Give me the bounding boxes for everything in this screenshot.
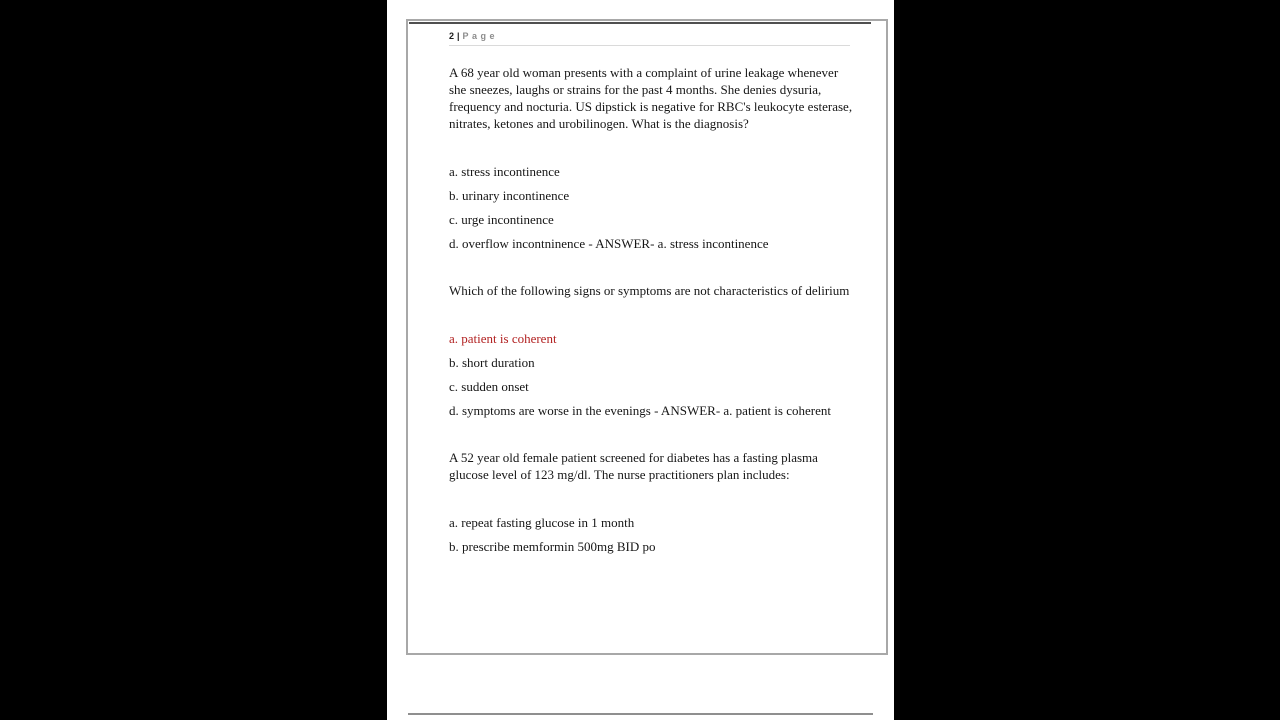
question-block-1 [449,64,858,252]
page-content [408,21,886,653]
page-header [449,28,858,41]
options-list [449,330,858,419]
answer-option: c. sudden onset [449,379,529,394]
question-stem: Which of the following signs or symptoms are not characteristics of delirium [449,283,850,298]
answer-option: d. symptoms are worse in the evenings - ANSWER- a. patient is coherent [449,403,831,418]
answer-option-highlighted: a. patient is coherent [449,331,557,346]
page-number: 2 [449,31,455,41]
options-list [449,514,858,555]
question-block-2 [449,282,858,419]
header-divider: | [457,31,460,41]
question-stem: A 52 year old female patient screened for diabetes has a fasting plasma glucose level of 123 mg/dl. The nurse practitioners plan includes: [449,450,818,482]
letterbox-left [0,0,387,720]
answer-option: c. urge incontinence [449,212,554,227]
header-divider-line [449,45,850,46]
question-block-3 [449,449,858,555]
options-list [449,163,858,252]
answer-option: b. prescribe memformin 500mg BID po [449,539,656,554]
letterbox-right [894,0,1280,720]
answer-option: b. urinary incontinence [449,188,570,203]
answer-option: a. repeat fasting glucose in 1 month [449,515,635,530]
document-page [406,19,888,655]
answer-option: a. stress incontinence [449,164,560,179]
page-header-label: Page [462,31,499,41]
question-stem: A 68 year old woman presents with a complaint of urine leakage whenever she sneezes, laughs or strains for the past 4 months. She denies dysuria, frequency and nocturia. US dipstick is negative for RBC's leukocyte esterase, nitrates, ketones and urobilinogen. What is the diagnosis? [449,65,853,131]
next-page-edge [408,713,873,715]
answer-option: b. short duration [449,355,535,370]
answer-option: d. overflow incontninence - ANSWER- a. stress incontinence [449,236,769,251]
